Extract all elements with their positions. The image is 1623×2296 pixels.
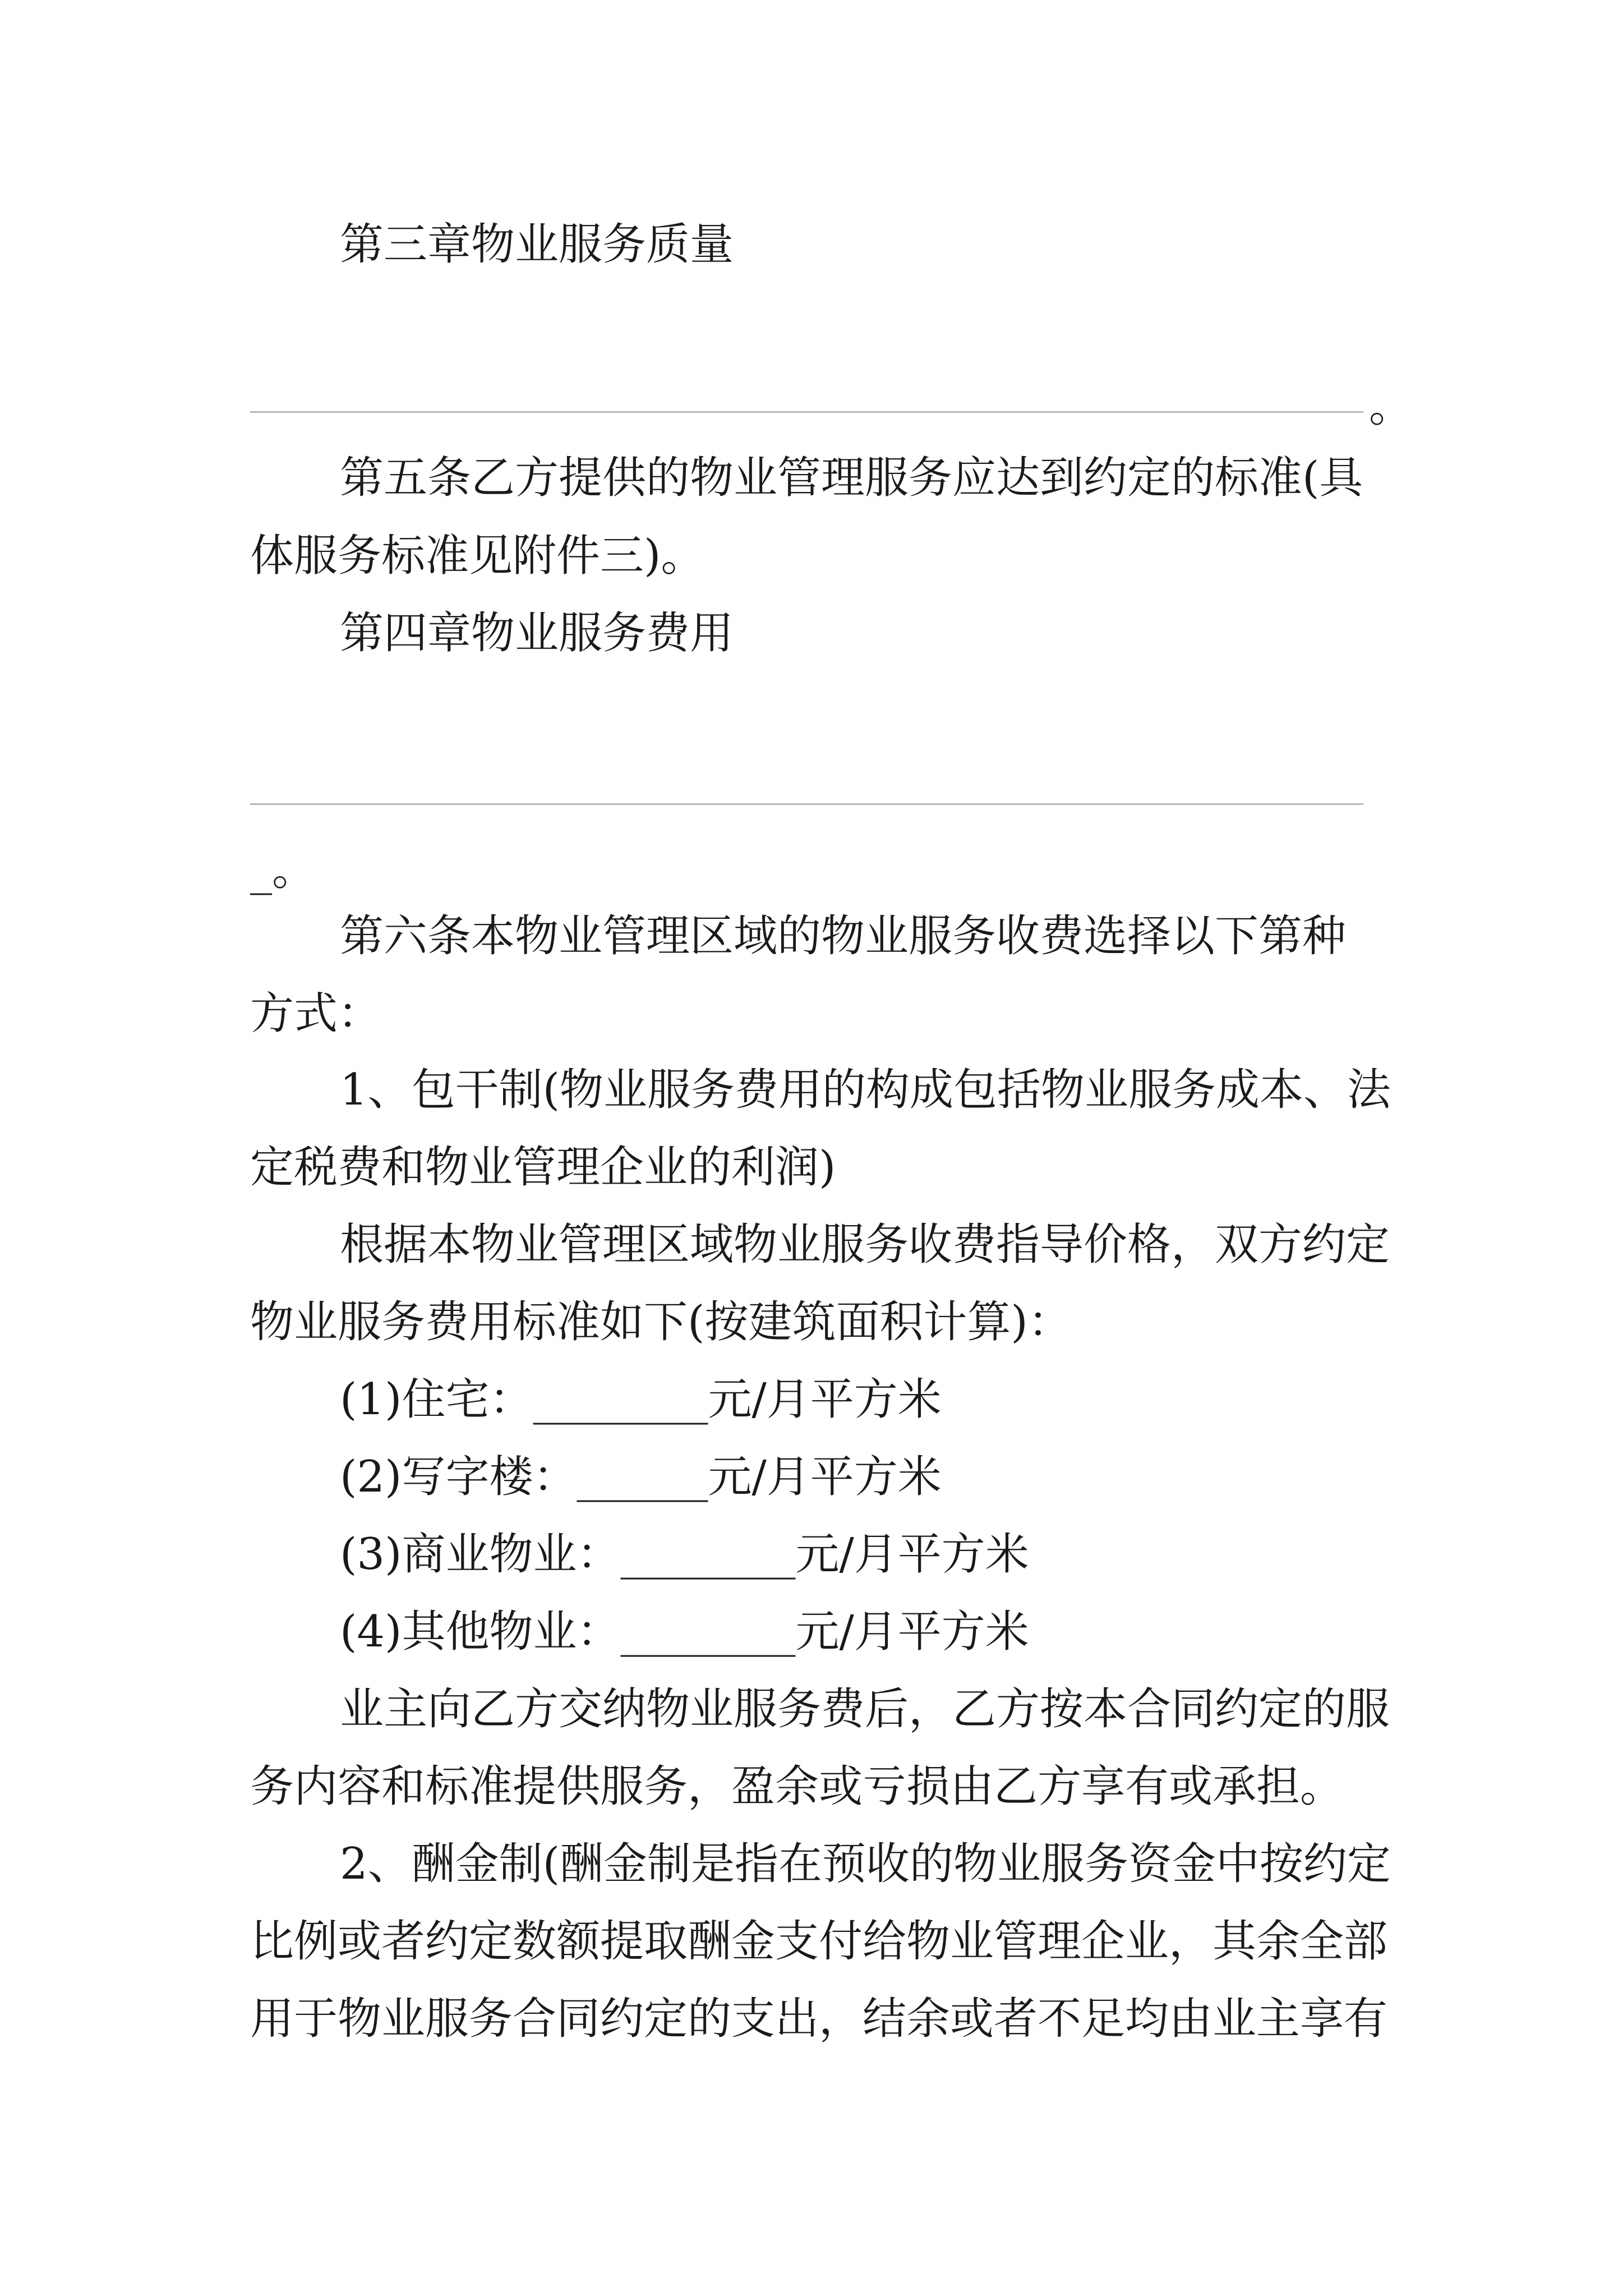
owner-payment-line-1: 业主向乙方交纳物业服务费后，乙方按本合同约定的服 xyxy=(340,1684,1390,1734)
fee-blank: ________ xyxy=(533,1374,708,1425)
fee-blank: ________ xyxy=(620,1607,796,1657)
pricing-intro-line-2: 物业服务费用标准如下(按建筑面积计算)： xyxy=(250,1297,1072,1347)
chapter-4-heading: 第四章物业服务费用 xyxy=(340,608,734,659)
fee-unit: 元/月平方米 xyxy=(708,1452,942,1502)
item-2-line-3: 用于物业服务合同约定的支出，结余或者不足均由业主享有 xyxy=(250,1994,1388,2044)
item-2-line-1: 2、酬金制(酬金制是指在预收的物业服务资金中按约定 xyxy=(340,1839,1391,1889)
article-5-line-1: 第五条乙方提供的物业管理服务应达到约定的标准(具 xyxy=(340,453,1363,503)
fee-item-other xyxy=(340,1607,1029,1657)
item-1-line-1: 1、包干制(物业服务费用的构成包括物业服务成本、法 xyxy=(340,1065,1391,1115)
owner-payment-line-2: 务内容和标准提供服务，盈余或亏损由乙方享有或承担。 xyxy=(250,1761,1344,1812)
article-6-line-1: 第六条本物业管理区域的物业服务收费选择以下第种 xyxy=(340,911,1347,961)
article-5-line-2: 体服务标准见附件三)。 xyxy=(250,531,705,581)
chapter-3-heading: 第三章物业服务质量 xyxy=(340,219,734,270)
article-6-line-2: 方式： xyxy=(250,988,382,1039)
fee-label: (1)住宅： xyxy=(340,1374,533,1425)
blank-line-end-punctuation: 。 xyxy=(1369,381,1413,432)
fee-unit: 元/月平方米 xyxy=(795,1607,1029,1657)
fee-unit: 元/月平方米 xyxy=(708,1374,942,1425)
fill-in-blank-line xyxy=(250,803,1363,805)
fee-blank: ________ xyxy=(620,1529,796,1580)
fee-item-office xyxy=(340,1452,942,1502)
fee-label: (4)其他物业： xyxy=(340,1607,621,1657)
fee-unit: 元/月平方米 xyxy=(795,1529,1029,1580)
fee-label: (2)写字楼： xyxy=(340,1452,577,1502)
fee-item-commercial xyxy=(340,1529,1029,1580)
fee-label: (3)商业物业： xyxy=(340,1529,621,1580)
fee-blank: ______ xyxy=(577,1452,708,1502)
item-2-line-2: 比例或者约定数额提取酬金支付给物业管理企业，其余全部 xyxy=(250,1916,1388,1967)
blank-line-end-punctuation: _。 xyxy=(250,845,316,895)
fee-item-residential xyxy=(340,1374,942,1425)
fill-in-blank-line xyxy=(250,411,1363,413)
item-1-line-2: 定税费和物业管理企业的利润) xyxy=(250,1142,836,1193)
pricing-intro-line-1: 根据本物业管理区域物业服务收费指导价格，双方约定 xyxy=(340,1220,1390,1270)
